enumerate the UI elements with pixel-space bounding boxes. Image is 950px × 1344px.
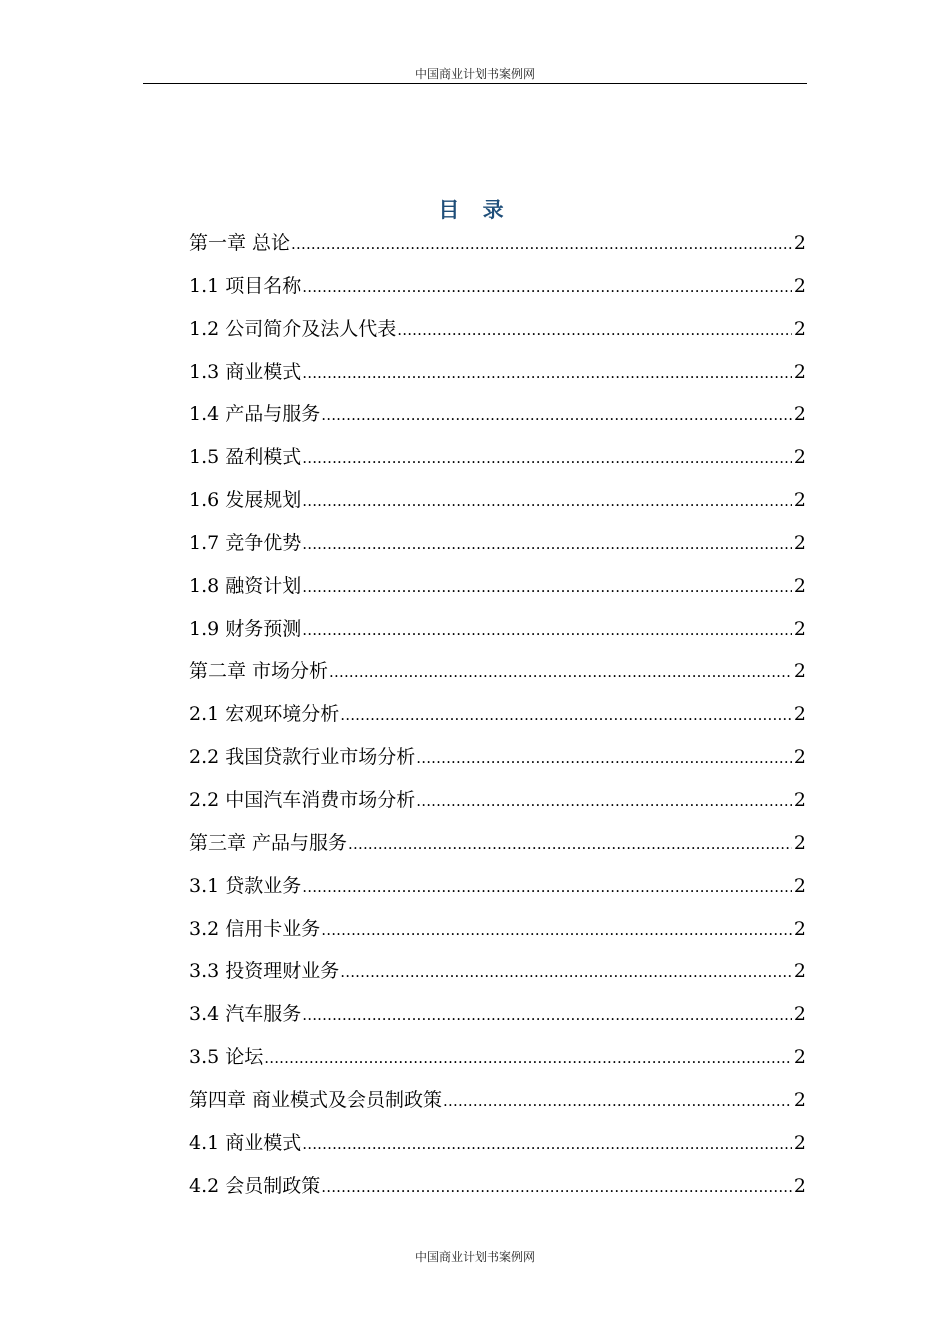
toc-entry[interactable]	[189, 614, 806, 657]
toc-entry-label: 1.7 竞争优势	[189, 531, 302, 554]
toc-entry-page-number: 2	[793, 746, 806, 769]
toc-entry-label: 2.1 宏观环境分析	[189, 703, 340, 726]
table-of-contents	[189, 228, 806, 1213]
toc-dot-leader	[416, 743, 792, 773]
toc-entry-page-number: 2	[793, 1174, 806, 1197]
toc-entry-page-number: 2	[793, 874, 806, 897]
toc-entry[interactable]	[189, 1128, 806, 1171]
toc-entry-label: 3.4 汽车服务	[189, 1003, 302, 1026]
toc-dot-leader	[302, 1129, 792, 1159]
toc-dot-leader	[321, 1172, 792, 1202]
toc-dot-leader	[302, 443, 792, 473]
header-rule	[143, 83, 807, 84]
toc-entry-label: 第三章 产品与服务	[189, 831, 348, 854]
toc-entry-page-number: 2	[793, 788, 806, 811]
toc-entry-label: 1.4 产品与服务	[189, 403, 321, 426]
toc-dot-leader	[302, 272, 792, 302]
toc-dot-leader	[302, 1000, 792, 1030]
toc-entry-page-number: 2	[793, 1003, 806, 1026]
toc-entry[interactable]	[189, 399, 806, 442]
toc-entry-label: 1.3 商业模式	[189, 360, 302, 383]
toc-entry-page-number: 2	[793, 703, 806, 726]
toc-entry-label: 3.3 投资理财业务	[189, 960, 340, 983]
toc-entry-page-number: 2	[793, 317, 806, 340]
toc-entry[interactable]	[189, 871, 806, 914]
page-header: 中国商业计划书案例网	[414, 67, 535, 81]
toc-entry-page-number: 2	[793, 617, 806, 640]
toc-entry[interactable]	[189, 357, 806, 400]
toc-entry[interactable]	[189, 828, 806, 871]
toc-entry-page-number: 2	[793, 660, 806, 683]
toc-entry[interactable]	[189, 228, 806, 271]
toc-entry-page-number: 2	[793, 403, 806, 426]
toc-entry-label: 1.1 项目名称	[189, 274, 302, 297]
toc-dot-leader	[340, 957, 792, 987]
toc-entry-page-number: 2	[793, 360, 806, 383]
toc-entry[interactable]	[189, 999, 806, 1042]
toc-entry-page-number: 2	[793, 1131, 806, 1154]
toc-dot-leader	[340, 700, 792, 730]
toc-entry-label: 1.8 融资计划	[189, 574, 302, 597]
toc-entry[interactable]	[189, 571, 806, 614]
toc-entry[interactable]	[189, 271, 806, 314]
toc-entry-label: 1.6 发展规划	[189, 489, 302, 512]
toc-dot-leader	[302, 872, 792, 902]
toc-entry-page-number: 2	[793, 1046, 806, 1069]
toc-entry-label: 2.2 中国汽车消费市场分析	[189, 788, 416, 811]
toc-dot-leader	[302, 615, 792, 645]
toc-entry-label: 3.2 信用卡业务	[189, 917, 321, 940]
toc-dot-leader	[416, 786, 792, 816]
toc-dot-leader	[397, 315, 792, 345]
toc-entry-label: 第一章 总论	[189, 232, 291, 254]
toc-entry[interactable]	[189, 785, 806, 828]
toc-entry-page-number: 2	[793, 960, 806, 983]
toc-entry-label: 2.2 我国贷款行业市场分析	[189, 746, 416, 769]
toc-entry-page-number: 2	[793, 232, 806, 254]
toc-dot-leader	[302, 486, 792, 516]
toc-entry-page-number: 2	[793, 831, 806, 854]
toc-entry[interactable]	[189, 314, 806, 357]
toc-entry-label: 4.2 会员制政策	[189, 1174, 321, 1197]
toc-entry[interactable]	[189, 914, 806, 957]
toc-title: 目 录	[438, 197, 512, 222]
toc-entry[interactable]	[189, 699, 806, 742]
toc-entry[interactable]	[189, 442, 806, 485]
toc-entry-label: 1.5 盈利模式	[189, 446, 302, 469]
toc-entry-label: 3.1 贷款业务	[189, 874, 302, 897]
toc-dot-leader	[321, 915, 792, 945]
toc-dot-leader	[348, 829, 792, 859]
toc-entry-page-number: 2	[793, 531, 806, 554]
toc-entry-label: 3.5 论坛	[189, 1046, 264, 1069]
toc-entry-page-number: 2	[793, 446, 806, 469]
toc-entry[interactable]	[189, 742, 806, 785]
toc-entry-label: 4.1 商业模式	[189, 1131, 302, 1154]
toc-entry[interactable]	[189, 1042, 806, 1085]
toc-entry-page-number: 2	[793, 1088, 806, 1111]
toc-dot-leader	[443, 1086, 792, 1116]
toc-entry-page-number: 2	[793, 917, 806, 940]
toc-dot-leader	[302, 358, 792, 388]
toc-entry-page-number: 2	[793, 574, 806, 597]
toc-dot-leader	[329, 657, 792, 687]
toc-entry[interactable]	[189, 528, 806, 571]
toc-entry-label: 1.9 财务预测	[189, 617, 302, 640]
toc-dot-leader	[291, 229, 792, 259]
toc-dot-leader	[302, 529, 792, 559]
toc-entry[interactable]	[189, 956, 806, 999]
toc-entry[interactable]	[189, 656, 806, 699]
toc-dot-leader	[302, 572, 792, 602]
toc-entry[interactable]	[189, 485, 806, 528]
toc-entry-label: 第四章 商业模式及会员制政策	[189, 1088, 443, 1111]
toc-dot-leader	[264, 1043, 792, 1073]
page-footer: 中国商业计划书案例网	[414, 1250, 535, 1264]
toc-entry-label: 1.2 公司简介及法人代表	[189, 317, 397, 340]
toc-entry-page-number: 2	[793, 489, 806, 512]
toc-dot-leader	[321, 400, 792, 430]
toc-entry[interactable]	[189, 1085, 806, 1128]
toc-entry-page-number: 2	[793, 274, 806, 297]
toc-entry[interactable]	[189, 1171, 806, 1214]
toc-entry-label: 第二章 市场分析	[189, 660, 329, 683]
